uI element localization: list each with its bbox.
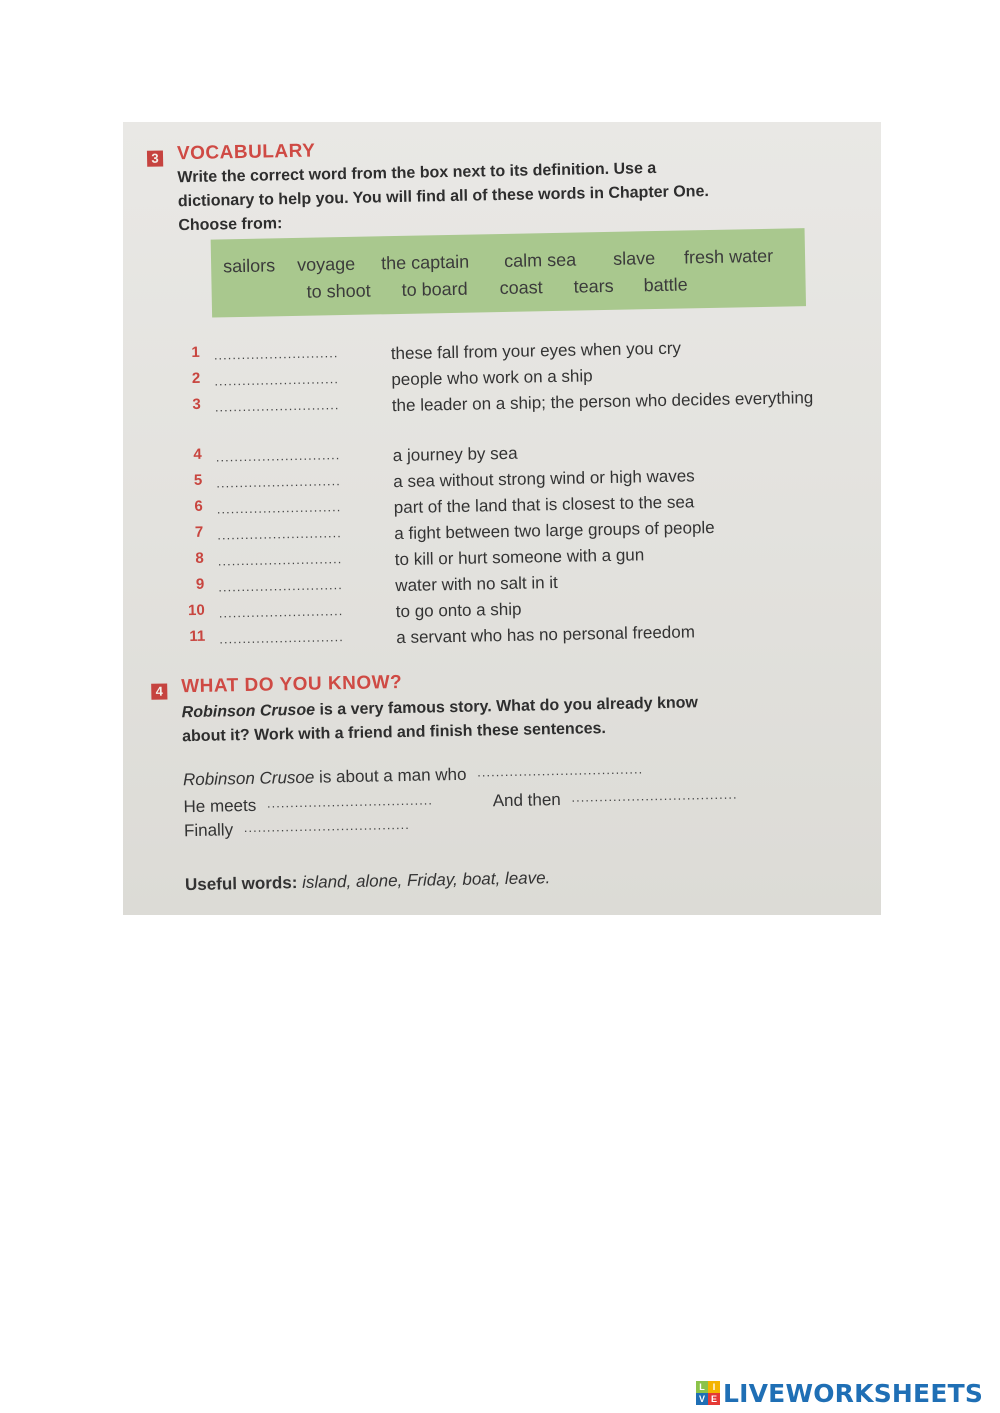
sentence-3-start: Finally bbox=[183, 820, 234, 841]
item-definition: a fight between two large groups of people bbox=[394, 517, 715, 544]
word-tears: tears bbox=[573, 275, 614, 297]
useful-words-label: Useful words: bbox=[184, 872, 303, 895]
word-voyage: voyage bbox=[296, 253, 356, 275]
answer-blank[interactable]: ........................... bbox=[218, 603, 344, 621]
item-number: 5 bbox=[193, 471, 203, 489]
liveworksheets-logo bbox=[696, 1378, 983, 1408]
item-number: 2 bbox=[191, 369, 201, 387]
item-definition: to kill or hurt someone with a gun bbox=[394, 545, 645, 570]
answer-blank[interactable]: ........................... bbox=[214, 371, 340, 389]
word-calm-sea: calm sea bbox=[503, 249, 577, 271]
answer-blank[interactable]: ........................... bbox=[216, 473, 341, 491]
brand-name: LIVEWORKSHEETS bbox=[723, 1378, 984, 1408]
item-definition: water with no salt in it bbox=[395, 572, 558, 596]
sentence-2-mid: And then bbox=[488, 789, 561, 811]
book-title: Robinson Crusoe bbox=[181, 701, 316, 722]
answer-blank[interactable]: ........................... bbox=[217, 551, 343, 569]
item-definition: to go onto a ship bbox=[395, 599, 522, 622]
answer-blank[interactable]: ........................... bbox=[216, 499, 342, 517]
item-definition: part of the land that is closest to the sea bbox=[393, 492, 695, 518]
logo-letter: L bbox=[696, 1381, 708, 1393]
word-slave: slave bbox=[612, 248, 656, 269]
item-number: 9 bbox=[195, 575, 205, 593]
word-sailors: sailors bbox=[222, 255, 276, 277]
item-number: 3 bbox=[192, 395, 201, 413]
choose-from-label: Choose from: bbox=[178, 215, 283, 235]
word-the-captain: the captain bbox=[380, 251, 470, 274]
useful-words bbox=[185, 868, 551, 895]
item-number: 1 bbox=[191, 343, 200, 361]
word-fresh-water: fresh water bbox=[683, 245, 774, 268]
answer-blank[interactable]: ........................... bbox=[219, 629, 344, 647]
sentence-2 bbox=[183, 785, 801, 817]
item-number: 6 bbox=[194, 497, 203, 515]
word-box bbox=[211, 228, 806, 317]
item-number: 10 bbox=[187, 601, 205, 620]
item-definition: a sea without strong wind or high waves bbox=[393, 466, 695, 492]
item-number: 4 bbox=[193, 445, 202, 463]
answer-blank[interactable]: .................................... bbox=[477, 761, 644, 780]
section-number-badge: 4 bbox=[151, 683, 167, 699]
section-title-vocabulary: VOCABULARY bbox=[176, 140, 316, 165]
instructions-line-2: dictionary to help you. You will find all of these words in Chapter One. bbox=[177, 183, 709, 211]
answer-blank[interactable]: ........................... bbox=[218, 577, 343, 595]
intro-rest: is a very famous story. What do you already know bbox=[314, 694, 699, 719]
word-battle: battle bbox=[643, 274, 688, 296]
item-definition: people who work on a ship bbox=[391, 366, 593, 390]
item-number: 8 bbox=[195, 549, 204, 567]
answer-blank[interactable]: .................................... bbox=[266, 792, 434, 811]
word-to-board: to board bbox=[401, 278, 468, 300]
word-to-shoot: to shoot bbox=[306, 280, 371, 302]
sentence-1-text: is about a man who bbox=[314, 764, 467, 787]
answer-blank[interactable]: .................................... bbox=[243, 816, 410, 836]
item-definition: these fall from your eyes when you cry bbox=[390, 338, 682, 364]
item-number: 11 bbox=[189, 627, 206, 646]
intro-line-2: about it? Work with a friend and finish these sentences. bbox=[182, 720, 607, 746]
item-definition: a journey by sea bbox=[392, 443, 518, 466]
logo-letter: V bbox=[696, 1393, 708, 1405]
logo-letter: I bbox=[708, 1381, 720, 1393]
item-definition: a servant who has no personal freedom bbox=[396, 622, 696, 648]
item-number: 7 bbox=[194, 523, 204, 541]
page-content bbox=[123, 122, 881, 915]
answer-blank[interactable]: ........................... bbox=[217, 525, 342, 543]
book-title: Robinson Crusoe bbox=[182, 767, 315, 790]
section-number-badge: 3 bbox=[147, 150, 163, 166]
logo-letter: E bbox=[708, 1393, 720, 1405]
useful-words-list: island, alone, Friday, boat, leave. bbox=[301, 868, 551, 892]
item-definition: the leader on a ship; the person who decides everything bbox=[391, 388, 814, 416]
sentence-3 bbox=[184, 816, 466, 841]
worksheet-photo bbox=[123, 122, 881, 915]
sentence-2-start: He meets bbox=[183, 795, 257, 817]
section-title-what-do-you-know: WHAT DO YOU KNOW? bbox=[181, 671, 403, 698]
sentence-1 bbox=[183, 760, 714, 790]
answer-blank[interactable]: .................................... bbox=[571, 786, 738, 805]
answer-blank[interactable]: ........................... bbox=[213, 345, 339, 363]
instructions-line-1: Write the correct word from the box next to its definition. Use a bbox=[177, 160, 657, 187]
logo-icon bbox=[696, 1381, 720, 1405]
word-coast: coast bbox=[499, 277, 543, 299]
answer-blank[interactable]: ........................... bbox=[215, 447, 341, 465]
instructions bbox=[177, 153, 858, 238]
section4-instructions bbox=[181, 688, 872, 749]
answer-blank[interactable]: ........................... bbox=[214, 397, 340, 415]
